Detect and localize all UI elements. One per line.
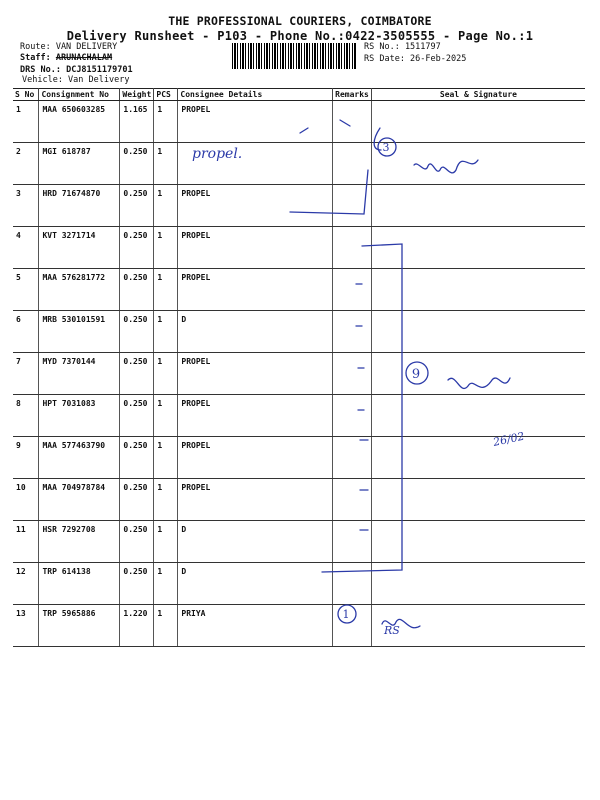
cell-seal-signature	[371, 227, 585, 269]
table-row	[13, 227, 585, 269]
cell-pcs: 1	[154, 353, 178, 395]
cell-weight: 0.250	[120, 311, 154, 353]
cell-sno: 9	[13, 437, 39, 479]
cell-weight: 0.250	[120, 395, 154, 437]
cell-consignee: PROPEL	[178, 395, 333, 437]
cell-pcs: 1	[154, 521, 178, 563]
row2-handwritten-consignee: propel.	[192, 146, 243, 162]
col-consignment: Consignment No	[39, 89, 120, 101]
cell-remarks	[333, 311, 372, 353]
cell-weight: 1.165	[120, 101, 154, 143]
table-row	[13, 101, 585, 143]
cell-remarks	[333, 353, 372, 395]
cell-weight: 0.250	[120, 227, 154, 269]
cell-weight: 0.250	[120, 353, 154, 395]
cell-consignee	[178, 143, 333, 185]
cell-weight: 0.250	[120, 479, 154, 521]
cell-consignment: HRD 71674870	[39, 185, 120, 227]
cell-weight: 0.250	[120, 143, 154, 185]
cell-consignment: MGI 618787	[39, 143, 120, 185]
cell-seal-signature	[371, 479, 585, 521]
cell-seal-signature	[371, 353, 585, 395]
cell-pcs: 1	[154, 227, 178, 269]
table-row	[13, 563, 585, 605]
cell-consignment: MAA 650603285	[39, 101, 120, 143]
cell-pcs: 1	[154, 479, 178, 521]
cell-remarks	[333, 227, 372, 269]
table-header-row	[13, 89, 585, 101]
table-row	[13, 311, 585, 353]
cell-consignment: KVT 3271714	[39, 227, 120, 269]
cell-pcs: 1	[154, 311, 178, 353]
cell-pcs: 1	[154, 101, 178, 143]
cell-pcs: 1	[154, 437, 178, 479]
cell-weight: 1.220	[120, 605, 154, 647]
cell-sno: 5	[13, 269, 39, 311]
cell-sno: 3	[13, 185, 39, 227]
cell-weight: 0.250	[120, 185, 154, 227]
cell-consignment: HPT 7031083	[39, 395, 120, 437]
col-consignee: Consignee Details	[178, 89, 333, 101]
cell-pcs: 1	[154, 605, 178, 647]
cell-consignee: PROPEL	[178, 101, 333, 143]
barcode	[232, 43, 356, 69]
cell-seal-signature	[371, 101, 585, 143]
cell-seal-signature	[371, 395, 585, 437]
cell-sno: 8	[13, 395, 39, 437]
table-row	[13, 521, 585, 563]
table-row	[13, 185, 585, 227]
cell-seal-signature	[371, 437, 585, 479]
cell-seal-signature	[371, 521, 585, 563]
drs-label: DRS No.:	[20, 65, 61, 75]
staff-name: ARUNACHALAM	[55, 53, 113, 63]
route-label: Route: VAN DELIVERY	[20, 42, 118, 52]
cell-consignee: PROPEL	[178, 185, 333, 227]
table-row	[13, 479, 585, 521]
cell-consignment: MAA 704978784	[39, 479, 120, 521]
cell-weight: 0.250	[120, 521, 154, 563]
cell-consignee: PROPEL	[178, 227, 333, 269]
cell-seal-signature	[371, 269, 585, 311]
cell-consignment: TRP 5965886	[39, 605, 120, 647]
runsheet-subtitle: Delivery Runsheet - P103 - Phone No.:0422-3505555 - Page No.:1	[66, 29, 534, 43]
cell-remarks	[333, 437, 372, 479]
cell-sno: 2	[13, 143, 39, 185]
cell-consignee: PROPEL	[178, 353, 333, 395]
vehicle-label: Vehicle: Van Delivery	[22, 75, 130, 85]
cell-consignment: TRP 614138	[39, 563, 120, 605]
staff-label: Staff:	[20, 53, 51, 63]
company-name: THE PROFESSIONAL COURIERS, COIMBATORE	[168, 14, 432, 28]
cell-remarks	[333, 521, 372, 563]
cell-sno: 13	[13, 605, 39, 647]
cell-consignment: MAA 576281772	[39, 269, 120, 311]
mark-9: 9	[411, 367, 421, 382]
cell-consignment: HSR 7292708	[39, 521, 120, 563]
rs-number: RS No.: 1511797	[364, 42, 441, 52]
handwritten-date: 26/02	[491, 429, 526, 449]
cell-weight: 0.250	[120, 269, 154, 311]
cell-seal-signature	[371, 185, 585, 227]
staff-line	[20, 53, 112, 63]
cell-remarks	[333, 563, 372, 605]
col-sno: S No	[13, 89, 39, 101]
cell-consignee: D	[178, 563, 333, 605]
table-row	[13, 143, 585, 185]
cell-sno: 7	[13, 353, 39, 395]
cell-consignee: D	[178, 521, 333, 563]
cell-pcs: 1	[154, 269, 178, 311]
rs-date: RS Date: 26-Feb-2025	[364, 54, 467, 64]
mark-1: 1	[342, 608, 350, 621]
cell-weight: 0.250	[120, 437, 154, 479]
cell-sno: 12	[13, 563, 39, 605]
cell-sno: 6	[13, 311, 39, 353]
cell-sno: 1	[13, 101, 39, 143]
runsheet-table	[13, 88, 585, 647]
cell-pcs: 1	[154, 185, 178, 227]
cell-pcs: 1	[154, 563, 178, 605]
cell-sno: 11	[13, 521, 39, 563]
mark-3: 3	[382, 141, 390, 154]
col-weight: Weight	[120, 89, 154, 101]
drs-line	[20, 65, 133, 75]
cell-consignment: MAA 577463790	[39, 437, 120, 479]
col-seal-signature: Seal & Signature	[371, 89, 585, 101]
cell-pcs: 1	[154, 395, 178, 437]
cell-remarks	[333, 395, 372, 437]
col-remarks: Remarks	[333, 89, 372, 101]
cell-remarks	[333, 605, 372, 647]
cell-consignee: PRIYA	[178, 605, 333, 647]
cell-seal-signature	[371, 563, 585, 605]
table-row	[13, 353, 585, 395]
cell-pcs: 1	[154, 143, 178, 185]
cell-seal-signature	[371, 143, 585, 185]
cell-consignee: PROPEL	[178, 479, 333, 521]
handwritten-initials: RS	[384, 624, 400, 637]
cell-sno: 4	[13, 227, 39, 269]
col-pcs: PCS	[154, 89, 178, 101]
table-row	[13, 269, 585, 311]
cell-weight: 0.250	[120, 563, 154, 605]
cell-remarks	[333, 101, 372, 143]
cell-sno: 10	[13, 479, 39, 521]
cell-remarks	[333, 185, 372, 227]
table-row	[13, 605, 585, 647]
cell-remarks	[333, 479, 372, 521]
cell-consignment: MRB 530101591	[39, 311, 120, 353]
table-row	[13, 437, 585, 479]
cell-seal-signature	[371, 311, 585, 353]
cell-seal-signature	[371, 605, 585, 647]
cell-consignee: D	[178, 311, 333, 353]
cell-remarks	[333, 269, 372, 311]
cell-consignee: PROPEL	[178, 437, 333, 479]
cell-consignee: PROPEL	[178, 269, 333, 311]
cell-consignment: MYD 7370144	[39, 353, 120, 395]
cell-remarks	[333, 143, 372, 185]
drs-number: DCJ8151179701	[66, 65, 133, 75]
table-row	[13, 395, 585, 437]
